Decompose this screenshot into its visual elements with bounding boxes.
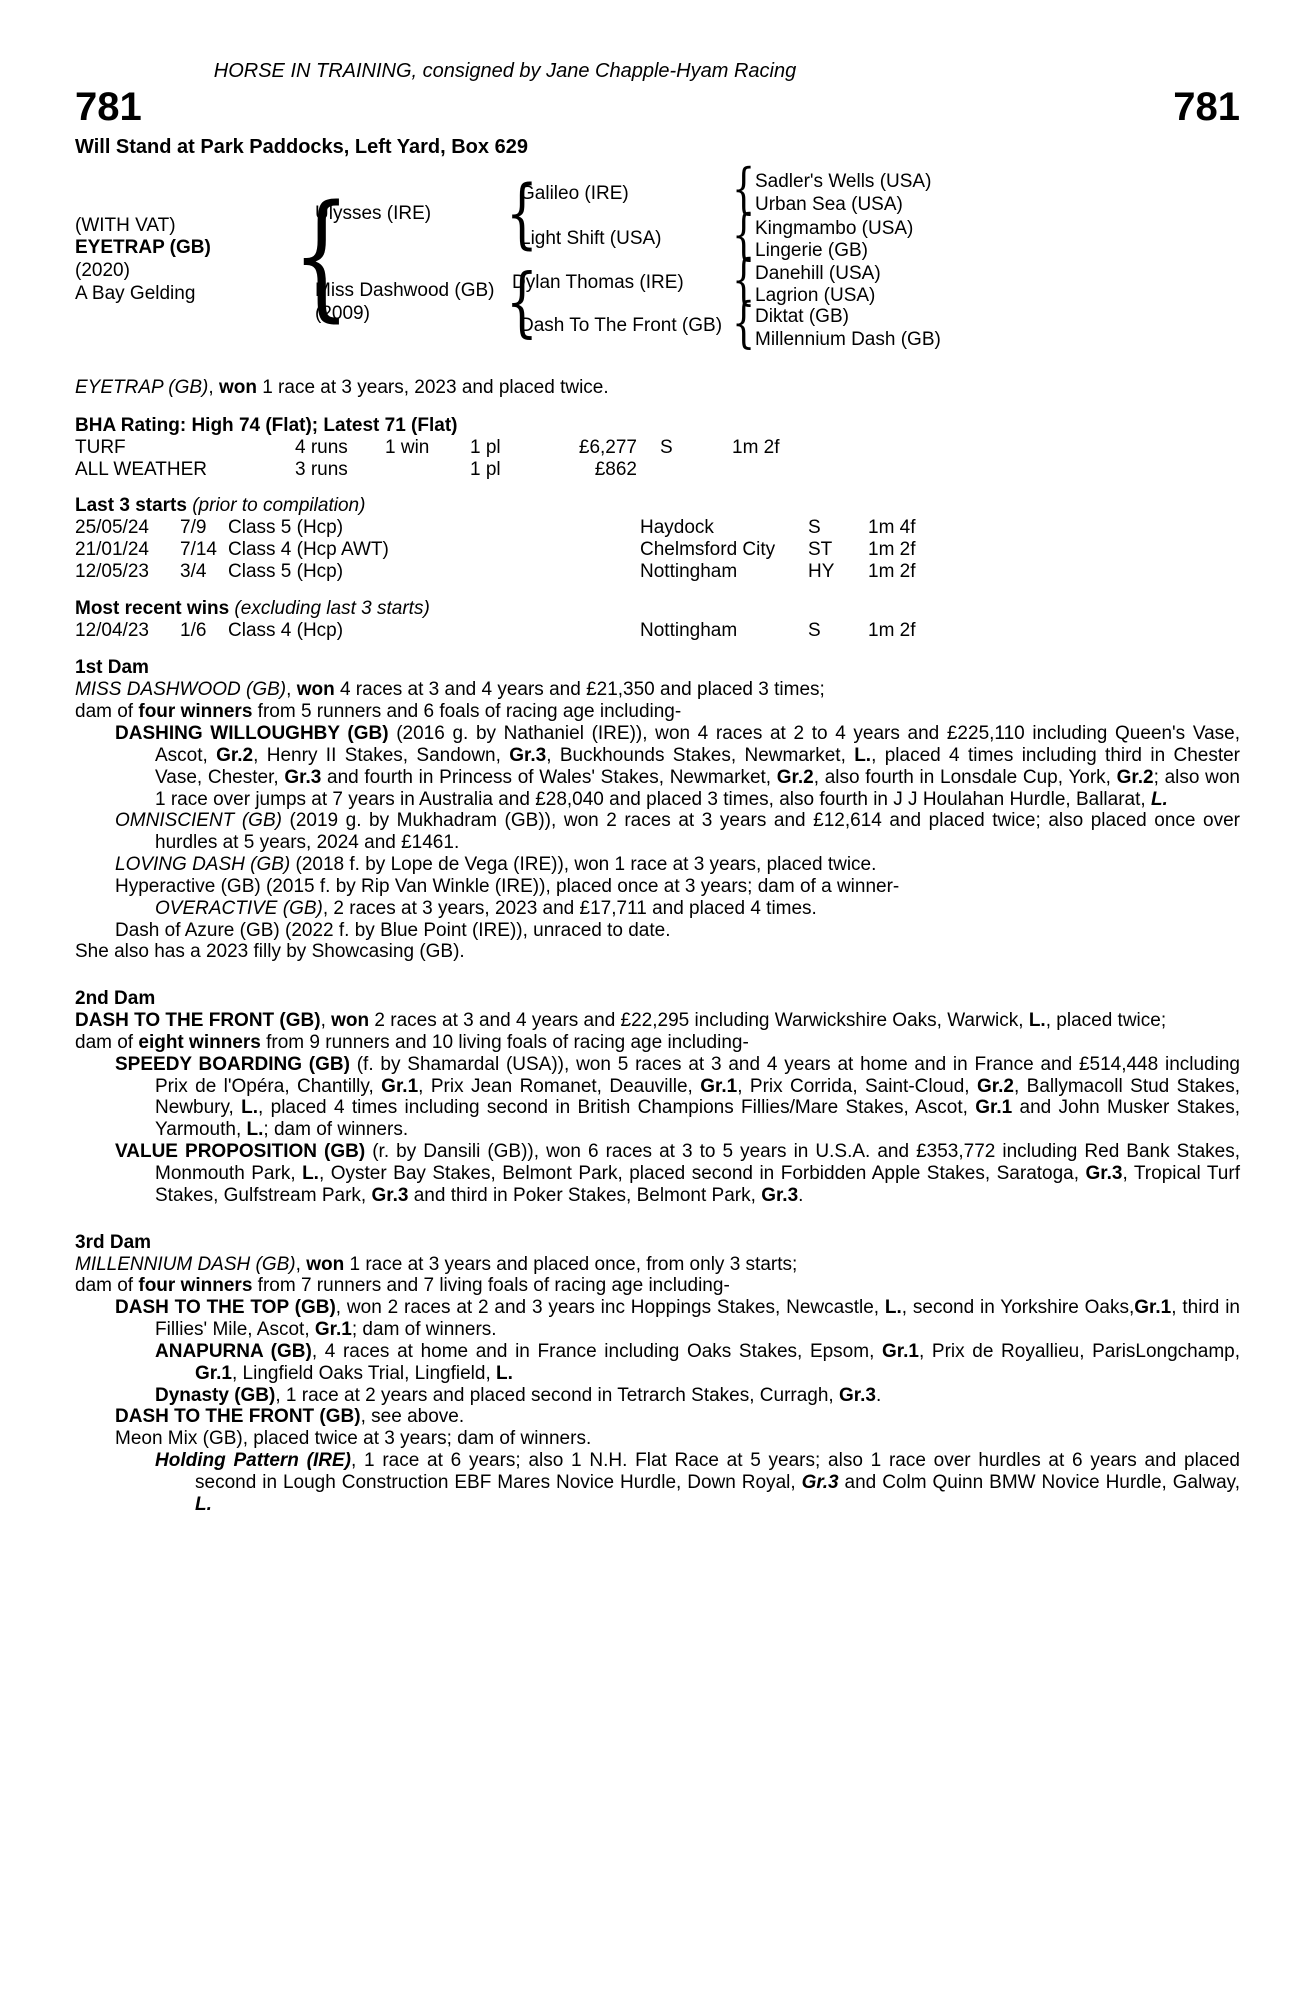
- sire-dam: Light Shift (USA): [520, 228, 662, 249]
- color-sex: A Bay Gelding: [75, 283, 196, 304]
- pedigree-brace-g3-4: [732, 296, 755, 351]
- progeny-paragraph: DASH TO THE TOP (GB), won 2 races at 2 and 3 years inc Hoppings Stakes, Newcastle, L., second in Yorkshire Oaks,Gr.1, third in Fillies' Mile, Ascot, Gr.1; dam of winners.: [115, 1297, 1240, 1341]
- start-row: [75, 561, 1240, 583]
- lot-number-row: [75, 87, 1240, 127]
- start-position: 7/14: [180, 539, 217, 561]
- start-position: 3/4: [180, 560, 207, 582]
- gen3-sire-dam-dam: Lingerie (GB): [755, 240, 868, 261]
- progeny-paragraph: SPEEDY BOARDING (GB) (f. by Shamardal (USA)), won 5 races at 3 and 4 years at home and in France and £514,448 including Prix de l'Opéra, Chantilly, Gr.1, Prix Jean Romanet, Deauville, Gr.1, Prix Corrida, Saint-Cloud, Gr.2, Ballymacoll Stud Stakes, Newbury, L., placed 4 times including second in British Champions Fillies/Mare Stakes, Ascot, Gr.1 and John Musker Stakes, Yarmouth, L.; dam of winners.: [115, 1053, 1241, 1141]
- gen3-sire-dam-sire: Kingmambo (USA): [755, 218, 914, 239]
- distance-value: [732, 459, 1240, 481]
- first-dam-heading: 1st Dam: [75, 657, 149, 679]
- wins-value: [385, 459, 470, 481]
- last-starts-heading: Last 3 starts (prior to compilation): [75, 495, 366, 517]
- start-distance: 1m 4f: [868, 517, 916, 539]
- foaling-year: (2020): [75, 260, 130, 281]
- start-row: [75, 539, 1240, 561]
- earnings-value: £6,277: [578, 436, 637, 458]
- dam-summary: DASH TO THE FRONT (GB), won 2 races at 3 and 4 years and £22,295 including Warwickshire Oaks, Warwick, L., placed twice;: [75, 1010, 1167, 1032]
- places-value: 1 pl: [470, 458, 501, 480]
- start-row: [75, 517, 1240, 539]
- second-dam-heading: 2nd Dam: [75, 988, 156, 1010]
- start-course: Chelmsford City: [640, 539, 776, 561]
- lot-number-left: 781: [75, 85, 142, 129]
- dam-year: (2009): [315, 303, 370, 324]
- start-going: ST: [808, 539, 833, 561]
- consignor-line: HORSE IN TRAINING, consigned by Jane Chapple-Hyam Racing: [213, 60, 797, 82]
- wins-value: 1 win: [385, 436, 430, 458]
- sire-sire: Galileo (IRE): [520, 183, 629, 204]
- gen3-dam-dam-sire: Diktat (GB): [755, 306, 849, 327]
- record-row-all-weather: [75, 459, 1240, 481]
- win-distance: 1m 2f: [868, 619, 916, 641]
- race-summary: EYETRAP (GB), won 1 race at 3 years, 2023 and placed twice.: [75, 377, 609, 398]
- start-race: Class 4 (Hcp AWT): [228, 539, 389, 561]
- places-value: 1 pl: [470, 436, 501, 458]
- dam-produce-note: dam of four winners from 5 runners and 6 foals of racing age including-: [75, 701, 682, 723]
- progeny-paragraph: DASHING WILLOUGHBY (GB) (2016 g. by Nathaniel (IRE)), won 4 races at 2 to 4 years and £225,110 including Queen's Vase, Ascot, Gr.2, Henry II Stakes, Sandown, Gr.3, Buckhounds Stakes, Newmarket, L., placed 4 times including third in Chester Vase, Chester, Gr.3 and fourth in Princess of Wales' Stakes, Newmarket, Gr.2, also fourth in Lonsdale Cup, York, Gr.2; also won 1 race over jumps at 7 years in Australia and £28,040 and placed 3 times, also fourth in J J Houlahan Hurdle, Ballarat, L.: [115, 722, 1241, 810]
- distance-value: 1m 2f: [732, 436, 780, 458]
- progeny-paragraph: DASH TO THE FRONT (GB), see above.: [115, 1406, 465, 1428]
- start-distance: 1m 2f: [868, 539, 916, 561]
- bha-rating: BHA Rating: High 74 (Flat); Latest 71 (Flat): [75, 414, 458, 436]
- win-date: 12/04/23: [75, 619, 149, 641]
- progeny-paragraph: Holding Pattern (IRE), 1 race at 6 years; also 1 N.H. Flat Race at 5 years; also 1 race over hurdles at 6 years and placed second in Lough Construction EBF Mares Novice Hurdle, Down Royal, Gr.3 and Colm Quinn BMW Novice Hurdle, Galway, L.: [155, 1450, 1240, 1515]
- start-date: 12/05/23: [75, 560, 149, 582]
- progeny-paragraph: Meon Mix (GB), placed twice at 3 years; dam of winners.: [115, 1428, 592, 1450]
- start-course: Haydock: [640, 517, 714, 539]
- start-date: 21/01/24: [75, 539, 149, 561]
- sire-name: Ulysses (IRE): [315, 203, 432, 224]
- dam-produce-note: dam of eight winners from 9 runners and 10 living foals of racing age including-: [75, 1031, 749, 1053]
- going-value: S: [660, 436, 673, 458]
- start-course: Nottingham: [640, 560, 738, 582]
- win-race: Class 4 (Hcp): [228, 619, 344, 641]
- dam-summary: MILLENNIUM DASH (GB), won 1 race at 3 years and placed once, from only 3 starts;: [75, 1253, 798, 1275]
- horse-name: EYETRAP (GB): [75, 237, 211, 258]
- dam-sire: Dylan Thomas (IRE): [512, 272, 684, 293]
- third-dam-heading: 3rd Dam: [75, 1231, 152, 1253]
- earnings-value: £862: [594, 458, 637, 480]
- pedigree-table: [75, 165, 1240, 361]
- runs-value: 4 runs: [295, 436, 348, 458]
- start-position: 7/9: [180, 517, 207, 539]
- win-row: [75, 620, 1240, 642]
- gen3-dam-dam-dam: Millennium Dash (GB): [755, 329, 941, 350]
- progeny-paragraph: OVERACTIVE (GB), 2 races at 3 years, 2023 and £17,711 and placed 4 times.: [155, 897, 817, 919]
- progeny-paragraph: Dynasty (GB), 1 race at 2 years and placed second in Tetrarch Stakes, Curragh, Gr.3.: [155, 1384, 882, 1406]
- win-position: 1/6: [180, 619, 207, 641]
- win-going: S: [808, 619, 821, 641]
- dam-extra-note: She also has a 2023 filly by Showcasing (GB).: [75, 941, 465, 963]
- surface-label: ALL WEATHER: [75, 458, 207, 480]
- start-going: S: [808, 517, 821, 539]
- record-row-turf: [75, 437, 1240, 459]
- start-race: Class 5 (Hcp): [228, 517, 344, 539]
- start-distance: 1m 2f: [868, 560, 916, 582]
- progeny-paragraph: Dash of Azure (GB) (2022 f. by Blue Point (IRE)), unraced to date.: [115, 919, 671, 941]
- runs-value: 3 runs: [295, 458, 348, 480]
- progeny-paragraph: ANAPURNA (GB), 4 races at home and in France including Oaks Stakes, Epsom, Gr.1, Prix de Royallieu, ParisLongchamp, Gr.1, Lingfield Oaks Trial, Lingfield, L.: [155, 1340, 1240, 1384]
- start-going: HY: [808, 560, 835, 582]
- with-vat-label: (WITH VAT): [75, 215, 176, 236]
- progeny-paragraph: VALUE PROPOSITION (GB) (r. by Dansili (GB)), won 6 races at 3 to 5 years in U.S.A. and £353,772 including Red Bank Stakes, Monmouth Park, L., Oyster Bay Stakes, Belmont Park, placed second in Forbidden Apple Stakes, Saratoga, Gr.3, Tropical Turf Stakes, Gulfstream Park, Gr.3 and third in Poker Stakes, Belmont Park, Gr.3.: [115, 1141, 1241, 1206]
- stand-location: Will Stand at Park Paddocks, Left Yard, Box 629: [75, 136, 528, 158]
- start-date: 25/05/24: [75, 517, 149, 539]
- gen3-dam-sire-dam: Lagrion (USA): [755, 285, 876, 306]
- dam-produce-note: dam of four winners from 7 runners and 7 living foals of racing age including-: [75, 1275, 730, 1297]
- win-course: Nottingham: [640, 619, 738, 641]
- gen3-sire-sire-sire: Sadler's Wells (USA): [755, 171, 932, 192]
- gen3-dam-sire-sire: Danehill (USA): [755, 263, 881, 284]
- progeny-paragraph: Hyperactive (GB) (2015 f. by Rip Van Winkle (IRE)), placed once at 3 years; dam of a winner-: [115, 875, 900, 897]
- progeny-paragraph: LOVING DASH (GB) (2018 f. by Lope de Vega (IRE)), won 1 race at 3 years, placed twice.: [115, 854, 877, 876]
- recent-wins-heading: Most recent wins (excluding last 3 starts): [75, 597, 430, 619]
- dam-dam: Dash To The Front (GB): [520, 315, 723, 336]
- surface-label: TURF: [75, 436, 126, 458]
- gen3-sire-sire-dam: Urban Sea (USA): [755, 194, 903, 215]
- going-value: [637, 459, 732, 481]
- lot-number-right: 781: [1173, 85, 1240, 129]
- dam-summary: MISS DASHWOOD (GB), won 4 races at 3 and 4 years and £21,350 and placed 3 times;: [75, 679, 825, 701]
- dam-name: Miss Dashwood (GB): [315, 280, 495, 301]
- start-race: Class 5 (Hcp): [228, 560, 344, 582]
- progeny-paragraph: OMNISCIENT (GB) (2019 g. by Mukhadram (GB)), won 2 races at 3 years and £12,614 and placed twice; also placed once over hurdles at 5 years, 2024 and £1461.: [115, 810, 1240, 854]
